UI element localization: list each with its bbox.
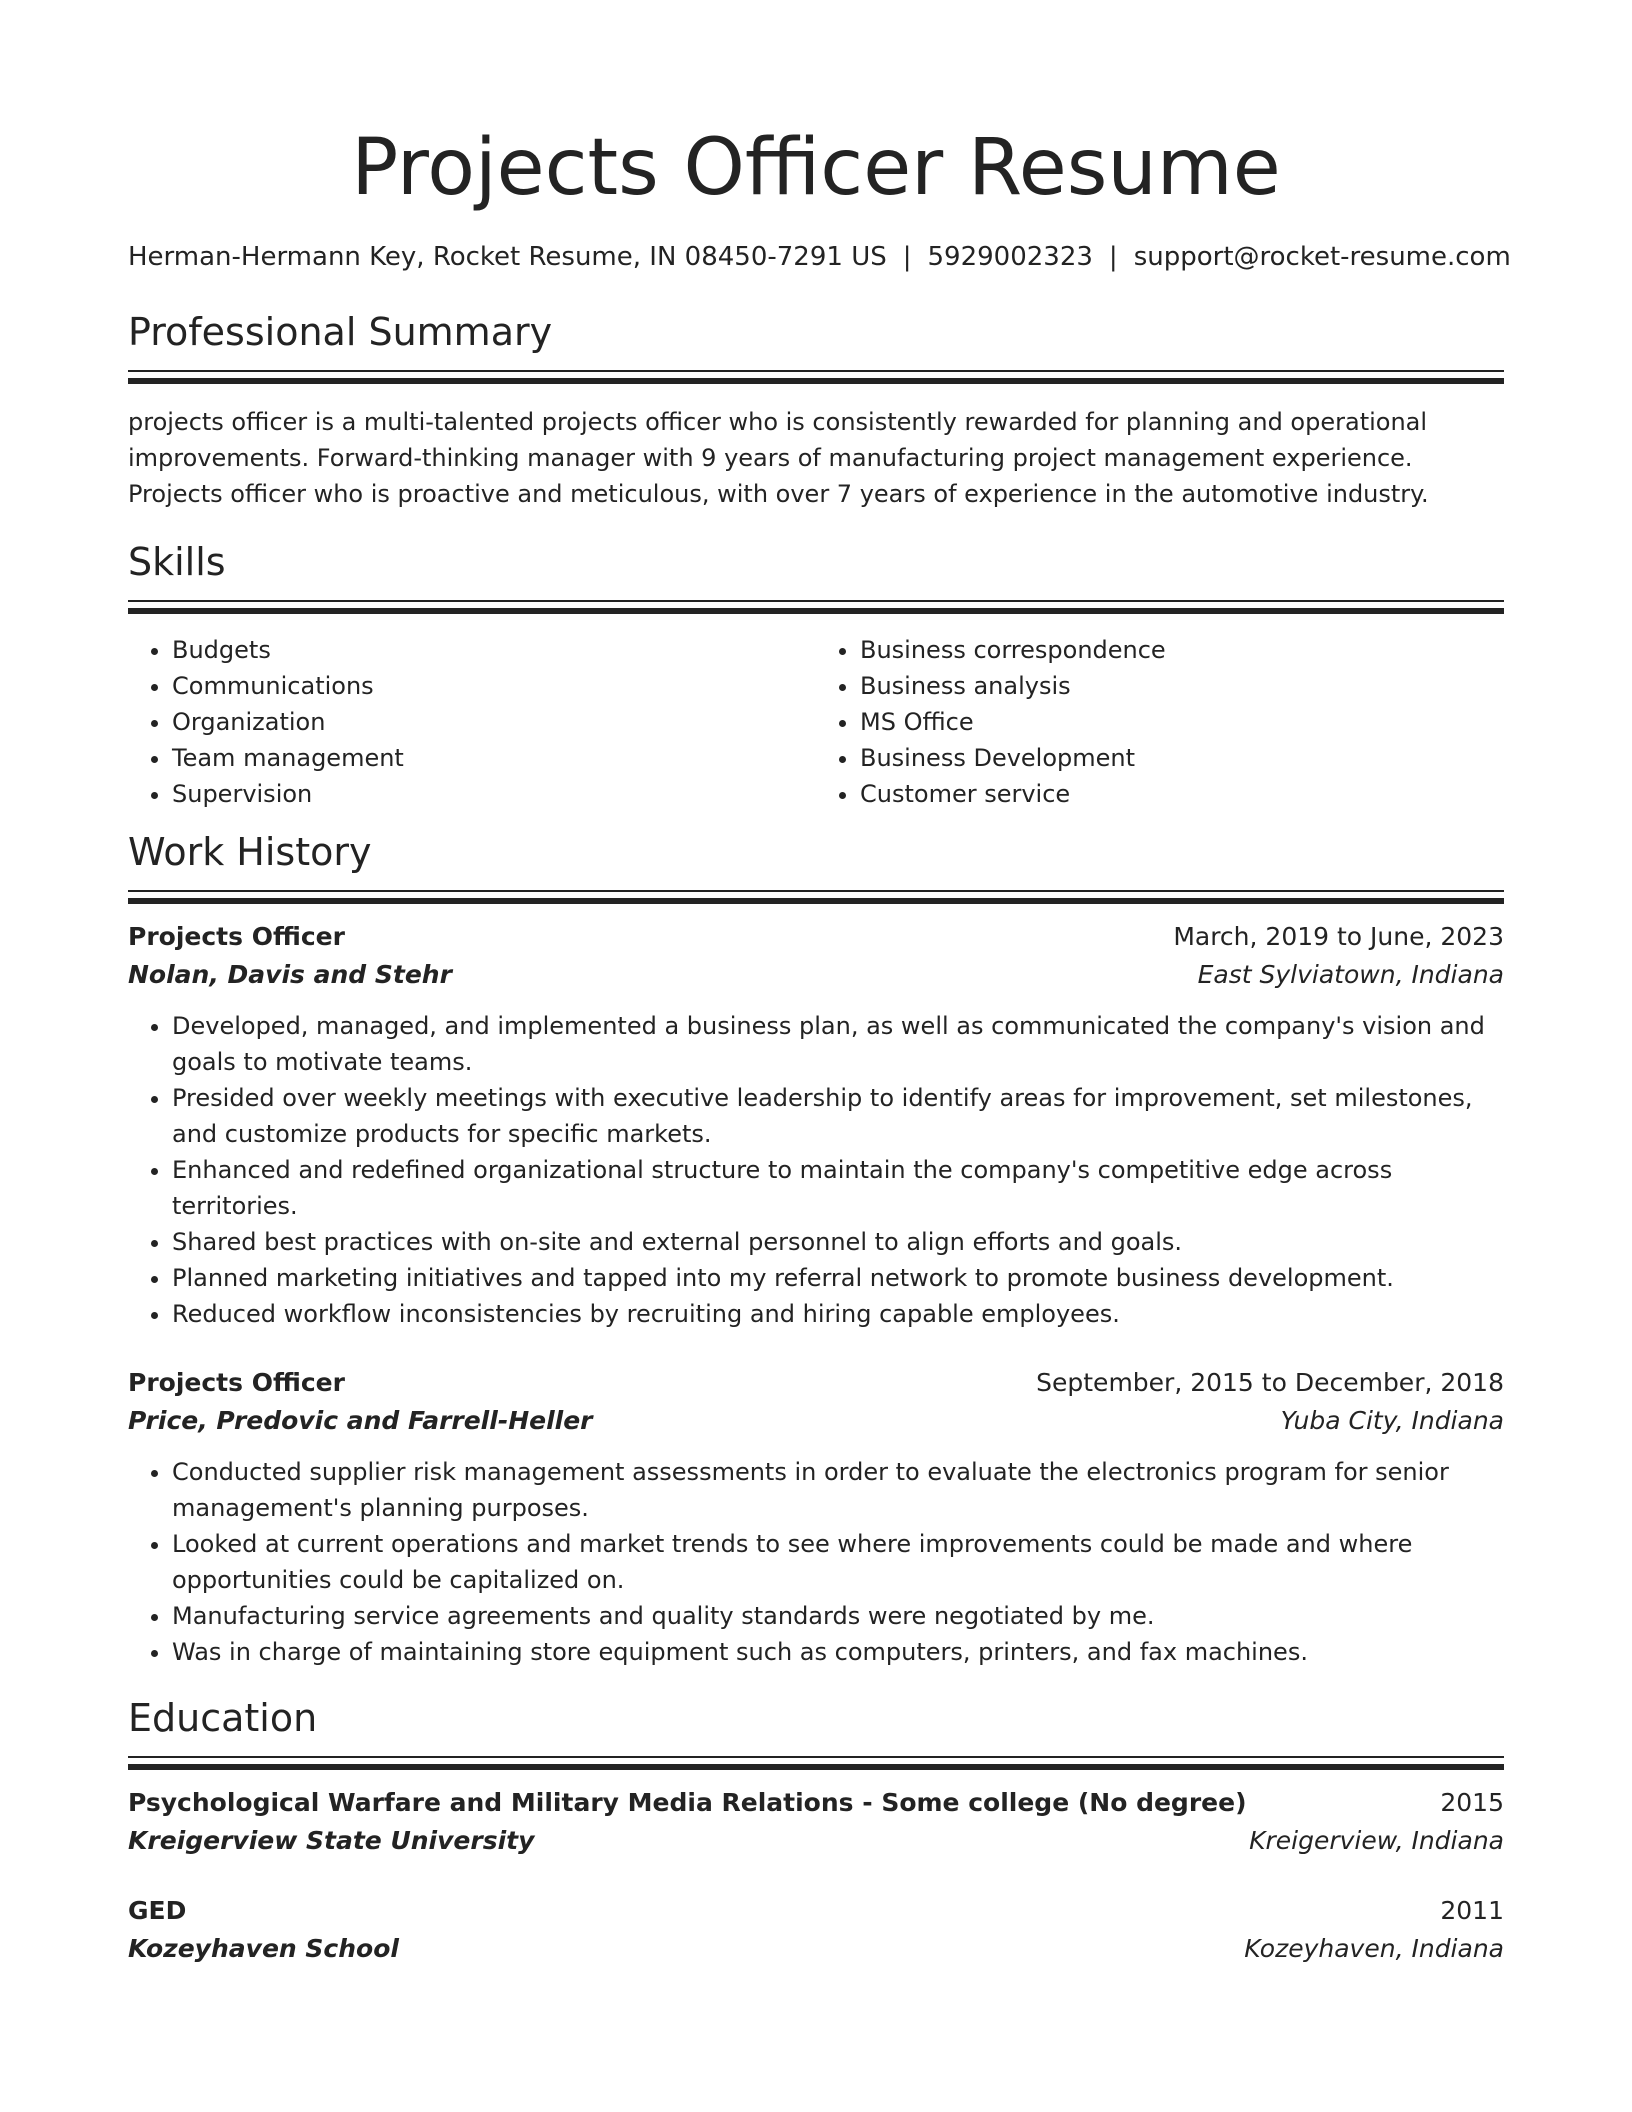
skill-item: • Team management [172, 740, 816, 776]
contact-email[interactable]: support@rocket-resume.com [1133, 242, 1511, 272]
education-header [128, 1892, 1504, 1930]
section-divider [128, 370, 1504, 384]
job-entry [128, 918, 1504, 1332]
job-location: Yuba City, Indiana [1280, 1406, 1504, 1435]
job-subheader [128, 956, 1504, 994]
job-company: Nolan, Davis and Stehr [128, 960, 452, 989]
education-entry [128, 1892, 1504, 1968]
job-header [128, 1364, 1504, 1402]
education-entry [128, 1784, 1504, 1860]
job-bullet: • Enhanced and redefined organizational structure to maintain the company's competitive edge across territories. [172, 1152, 1504, 1224]
education-school: Kreigerview State University [128, 1826, 535, 1855]
job-header [128, 918, 1504, 956]
skill-item: • Communications [172, 668, 816, 704]
skill-item: • Supervision [172, 776, 816, 812]
job-title: Projects Officer [128, 922, 345, 951]
summary-heading: Professional Summary [128, 310, 553, 354]
skills-columns [128, 632, 1504, 812]
work-section [128, 828, 1504, 1670]
job-bullet: • Reduced workflow inconsistencies by recruiting and hiring capable employees. [172, 1296, 1504, 1332]
job-company: Price, Predovic and Farrell-Heller [128, 1406, 593, 1435]
job-bullet: • Manufacturing service agreements and quality standards were negotiated by me. [172, 1598, 1504, 1634]
resume-title: Projects Officer Resume [351, 123, 1281, 213]
job-bullet: • Presided over weekly meetings with executive leadership to identify areas for improvement, set milestones, and customize products for specific markets. [172, 1080, 1504, 1152]
education-section [128, 1694, 1504, 1968]
skill-item: • Business Development [860, 740, 1504, 776]
job-title: Projects Officer [128, 1368, 345, 1397]
education-heading: Education [128, 1696, 318, 1740]
education-location: Kreigerview, Indiana [1249, 1826, 1504, 1855]
contact-separator: | [1108, 242, 1118, 272]
summary-section [128, 308, 1504, 512]
contact-address: Herman-Hermann Key, Rocket Resume, IN 08450-7291 US [128, 242, 887, 272]
education-degree: Psychological Warfare and Military Media Relations - Some college (No degree) [128, 1788, 1247, 1817]
job-bullets [128, 1008, 1504, 1332]
education-school: Kozeyhaven School [128, 1934, 399, 1963]
work-heading: Work History [128, 830, 372, 874]
skill-item: • Organization [172, 704, 816, 740]
section-divider [128, 890, 1504, 904]
contact-line [128, 240, 1511, 274]
section-divider [128, 600, 1504, 614]
summary-text: projects officer is a multi-talented projects officer who is consistently rewarded for planning and operational improvements. Forward-thinking manager with 9 years of manufacturing project management experience. Projects officer who is proactive and meticulous, with over 7 years of experience in the automotive industry. [128, 408, 1429, 508]
skills-heading: Skills [128, 540, 226, 584]
job-bullets [128, 1454, 1504, 1670]
job-bullet: • Developed, managed, and implemented a business plan, as well as communicated the company's vision and goals to motivate teams. [172, 1008, 1504, 1080]
skills-section [128, 538, 1504, 812]
contact-separator: | [902, 242, 912, 272]
skill-item: • Budgets [172, 632, 816, 668]
job-subheader [128, 1402, 1504, 1440]
skills-left-list [128, 632, 816, 812]
education-year: 2011 [1440, 1896, 1504, 1925]
skill-item: • Business correspondence [860, 632, 1504, 668]
education-header [128, 1784, 1504, 1822]
job-bullet: • Was in charge of maintaining store equipment such as computers, printers, and fax machines. [172, 1634, 1504, 1670]
education-subheader [128, 1930, 1504, 1968]
education-degree: GED [128, 1896, 187, 1925]
job-dates: March, 2019 to June, 2023 [1173, 922, 1504, 951]
education-location: Kozeyhaven, Indiana [1244, 1934, 1504, 1963]
section-divider [128, 1756, 1504, 1770]
skill-item: • Customer service [860, 776, 1504, 812]
job-location: East Sylviatown, Indiana [1197, 960, 1504, 989]
job-bullet: • Conducted supplier risk management assessments in order to evaluate the electronics program for senior management's planning purposes. [172, 1454, 1504, 1526]
job-bullet: • Planned marketing initiatives and tapped into my referral network to promote business development. [172, 1260, 1504, 1296]
skill-item: • Business analysis [860, 668, 1504, 704]
job-bullet: • Shared best practices with on-site and external personnel to align efforts and goals. [172, 1224, 1504, 1260]
job-dates: September, 2015 to December, 2018 [1036, 1368, 1504, 1397]
contact-phone: 5929002323 [927, 242, 1093, 272]
education-subheader [128, 1822, 1504, 1860]
job-bullet: • Looked at current operations and market trends to see where improvements could be made and where opportunities could be capitalized on. [172, 1526, 1504, 1598]
skill-item: • MS Office [860, 704, 1504, 740]
skills-right-list [816, 632, 1504, 812]
job-entry [128, 1364, 1504, 1670]
education-year: 2015 [1440, 1788, 1504, 1817]
